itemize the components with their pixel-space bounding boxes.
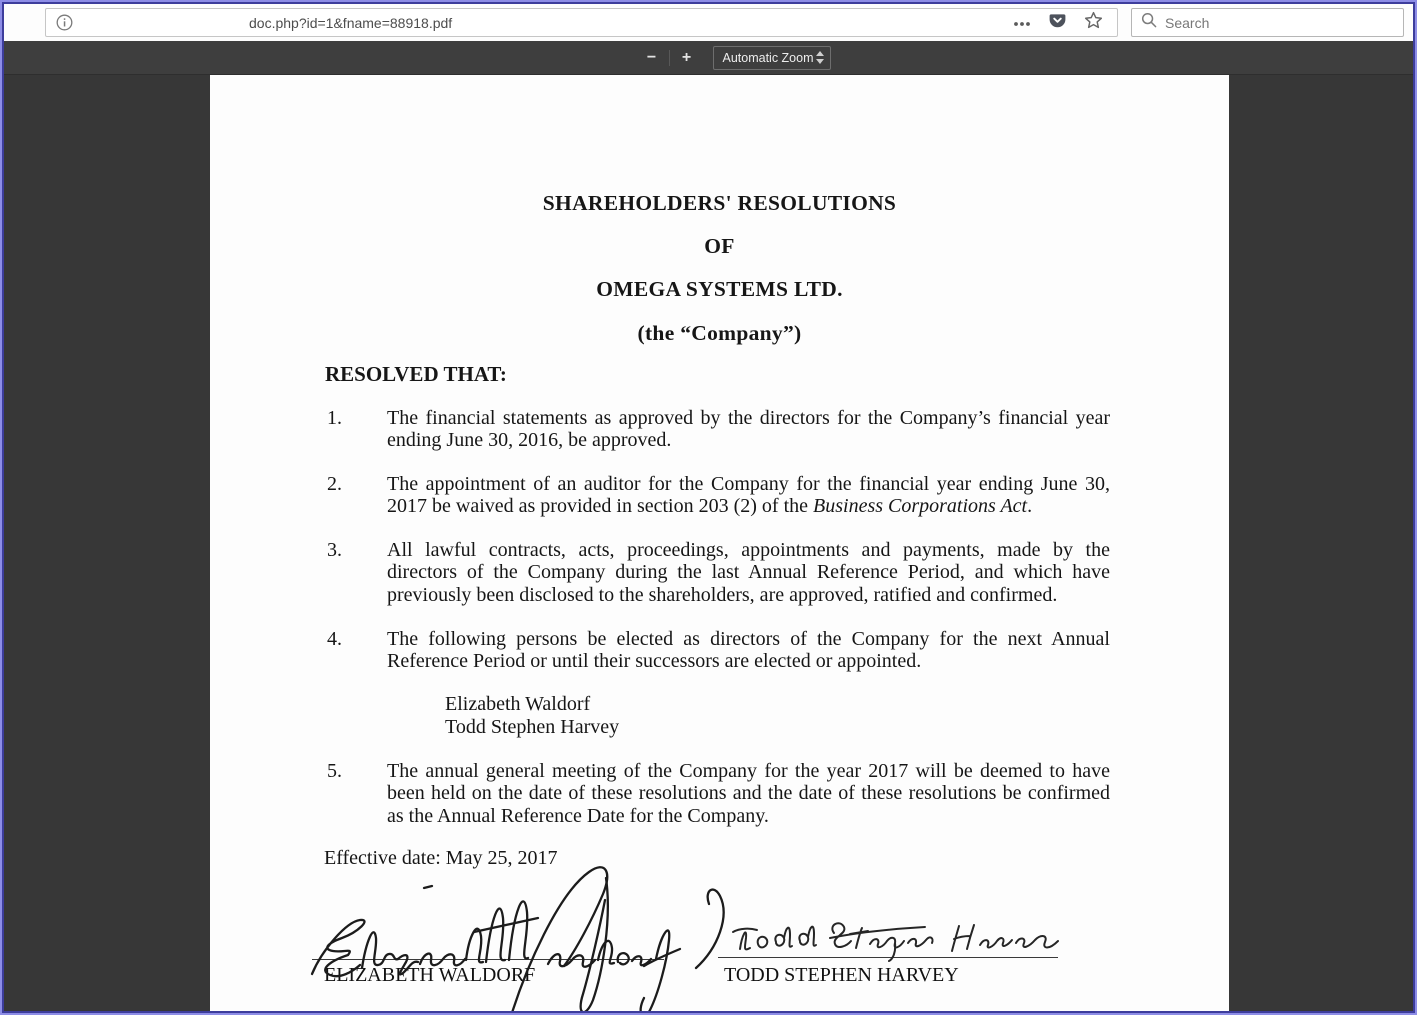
browser-toolbar xyxy=(4,4,1413,41)
printed-name-todd: TODD STEPHEN HARVEY xyxy=(724,964,959,986)
url-bar[interactable] xyxy=(45,8,1118,37)
pdf-toolbar xyxy=(4,41,1413,75)
search-input[interactable] xyxy=(1131,8,1404,37)
toolbar-divider xyxy=(669,50,670,66)
doc-title-line-2: OF xyxy=(704,234,735,258)
director-name: Todd Stephen Harvey xyxy=(445,716,620,738)
item-number: 3. xyxy=(327,539,342,561)
resolution-item-3: 3. All lawful contracts, acts, proceedings, appointments and payments, made by the directors of the Company during the last Annual Reference Period, and which have previously been disclosed to the shareholders, are approved, ratified and confirmed. xyxy=(327,539,1110,606)
search-placeholder: Search xyxy=(1165,14,1210,31)
item-number: 1. xyxy=(327,407,342,429)
item-number: 4. xyxy=(327,628,342,650)
item-number: 5. xyxy=(327,760,342,782)
zoom-level-select[interactable] xyxy=(713,46,831,70)
resolution-item-1: 1. The financial statements as approved by the directors for the Company’s financial year ending June 30, 2016, be approved. xyxy=(327,407,1110,452)
window-frame xyxy=(2,2,1415,1013)
resolution-item-2: 2. The appointment of an auditor for the Company for the financial year ending June 30, 2017 be waived as provided in section 203 (2) of the Business Corporations Act. xyxy=(327,473,1110,518)
zoom-level-value: Automatic Zoom xyxy=(722,50,814,65)
zoom-out-button[interactable]: − xyxy=(646,49,657,66)
pdf-viewer-area xyxy=(4,75,1413,1011)
elizabeth-waldorf-signature xyxy=(306,856,726,1011)
italic-act-name: Business Corporations Act xyxy=(813,495,1028,518)
item-number: 2. xyxy=(327,473,342,495)
url-text[interactable]: doc.php?id=1&fname=88918.pdf xyxy=(249,14,453,31)
pocket-icon[interactable] xyxy=(1048,11,1067,35)
director-name-list xyxy=(445,693,619,739)
zoom-in-button[interactable]: + xyxy=(681,49,692,66)
doc-title-line-3: OMEGA SYSTEMS LTD. xyxy=(596,277,843,301)
director-name: Elizabeth Waldorf xyxy=(445,693,591,715)
printed-name-elizabeth: ELIZABETH WALDORF xyxy=(324,964,536,986)
doc-title-line-1: SHAREHOLDERS' RESOLUTIONS xyxy=(542,191,897,215)
document-page xyxy=(210,75,1229,1011)
info-icon[interactable] xyxy=(56,14,73,31)
star-icon[interactable] xyxy=(1084,11,1103,35)
todd-stephen-harvey-signature xyxy=(730,913,1065,963)
magnifier-icon xyxy=(1141,12,1157,33)
resolution-item-5: 5. The annual general meeting of the Company for the year 2017 will be deemed to have been held on the date of these resolutions and the date of these resolutions be confirmed as the Annual Reference Date for the Company. xyxy=(327,760,1110,827)
resolution-item-4: 4. The following persons be elected as directors of the Company for the next Annual Reference Period or until their successors are elected or appointed. xyxy=(327,628,1110,673)
doc-title-line-4: (the “Company”) xyxy=(637,321,802,345)
ellipsis-icon[interactable] xyxy=(1013,14,1031,32)
effective-date: Effective date: May 25, 2017 xyxy=(324,847,558,869)
resolved-heading: RESOLVED THAT: xyxy=(325,362,507,386)
dropdown-spinner-icon xyxy=(816,51,824,64)
